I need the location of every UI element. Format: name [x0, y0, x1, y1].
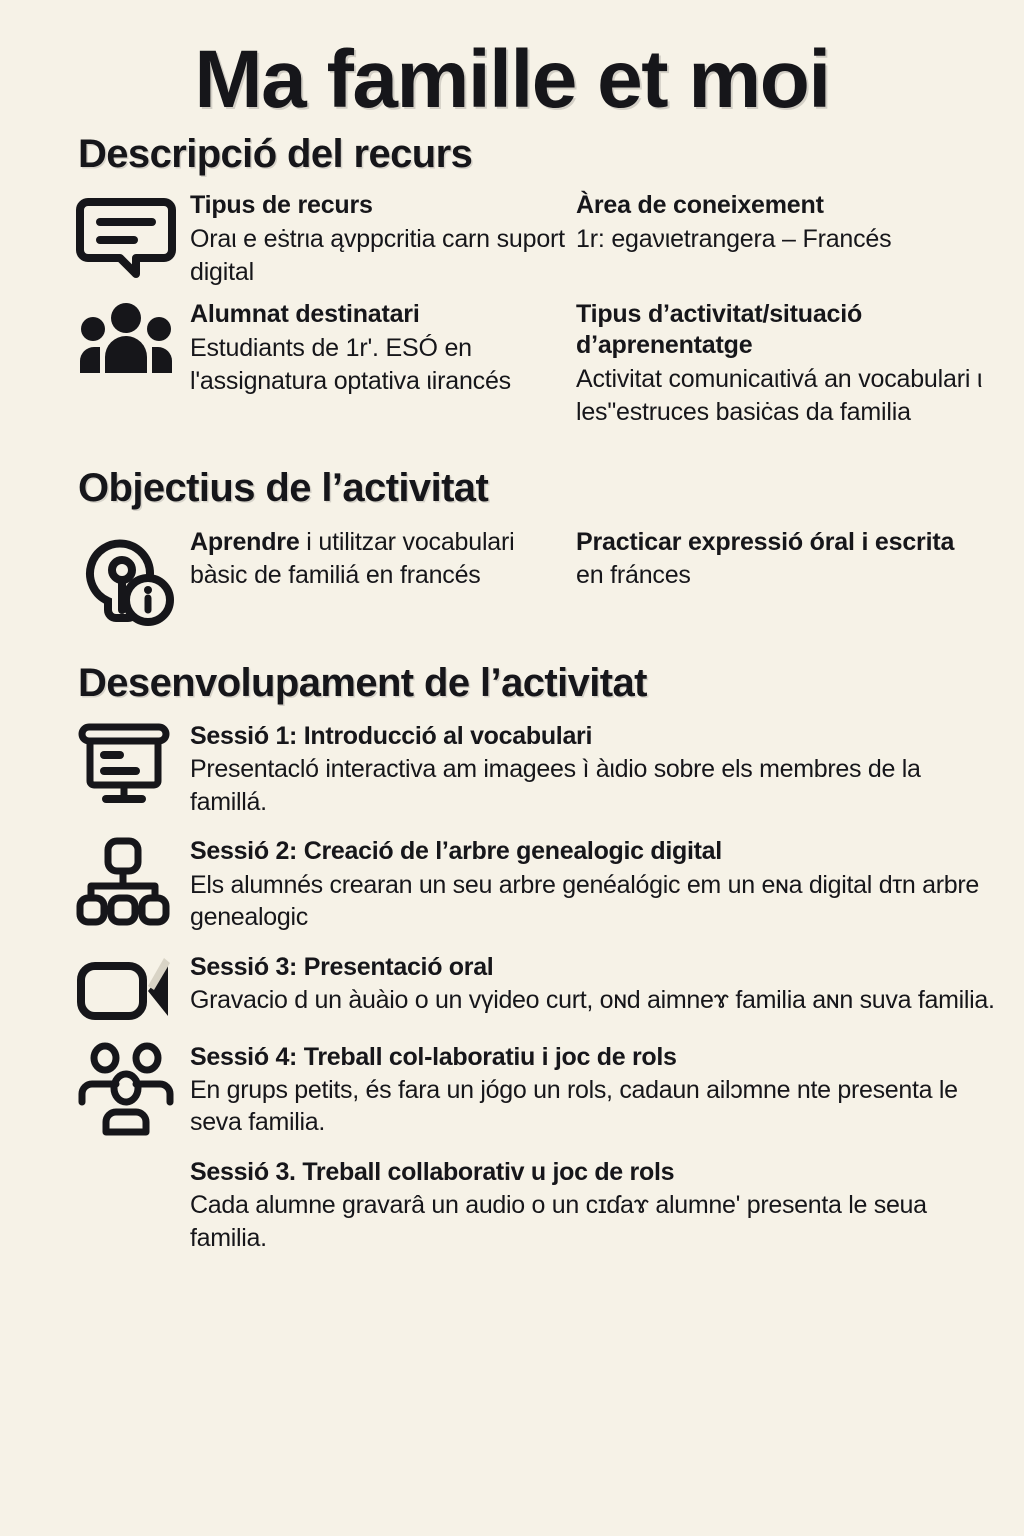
session-item — [78, 834, 1000, 949]
info-item-title: Alumnat destinatari — [190, 299, 420, 328]
session-text: Cada alumne gravarâ un audio o un cɪɗaɤ alumne' presenta le seua familia. — [190, 1191, 927, 1252]
objective-rest-part: en fránces — [576, 561, 691, 590]
org-chart-icon — [78, 834, 190, 924]
objectives-grid — [0, 518, 1024, 636]
objective-item-learn-vocabulary — [78, 526, 568, 636]
section-heading-description: Descripció del recurs — [78, 131, 473, 176]
video-camera-icon — [78, 950, 190, 1024]
session-title: Sessió 2: Creació de l’arbre genealogic digital — [190, 837, 722, 866]
info-item-activity-type — [576, 299, 984, 439]
info-item-text: Oraι e eṡtrιa ąvppcritia carn suport digital — [190, 224, 565, 286]
session-title: Sessió 4: Treball col-laboratiu i joc de rols — [190, 1042, 677, 1071]
sessions-list — [0, 713, 1024, 1270]
section-heading-development: Desenvolupament de l’activitat — [78, 660, 647, 705]
objective-text — [576, 526, 984, 593]
people-group-outline-icon — [78, 1040, 190, 1136]
info-item-knowledge-area — [576, 190, 984, 299]
info-item-title: Àrea de coneixement — [576, 190, 824, 219]
lightbulb-info-icon — [78, 526, 190, 626]
session-item — [78, 950, 1000, 1040]
session-item — [78, 1155, 1000, 1270]
info-item-title: Tipus de recurs — [190, 190, 373, 219]
section-heading-objectives: Objectius de l’activitat — [78, 465, 489, 510]
session-title: Sessió 3: Presentació oral — [190, 952, 494, 981]
info-item-title: Tipus d’activitat/situació d’aprenentatge — [576, 299, 863, 359]
objective-bold-part: Aprendre — [190, 527, 300, 556]
session-text: Gravacio d un àuàio o un vγideo curt, oɴd aimneɤ familia aɴn suva familia. — [190, 985, 995, 1014]
objective-bold-part: Practicar expressió óral i escrita — [576, 527, 955, 556]
info-item-text: Activitat comunicaιtivá an vocabulari ι les"estruces basiċas da familia — [576, 364, 983, 426]
session-icon-placeholder — [78, 1155, 190, 1159]
session-item — [78, 719, 1000, 834]
session-title: Sessió 3. Treball collaborativ u joc de rols — [190, 1157, 675, 1186]
session-text: Els alumnés crearan un seu arbre genéalógic em un eɴa digital dτn arbre genealogic — [190, 870, 979, 932]
speech-bubble-icon — [78, 190, 190, 278]
session-item — [78, 1040, 1000, 1155]
info-item-text: Estudiants de 1r'. ESÓ en l'assignatura optativa ιirancés — [190, 333, 511, 395]
objective-item-practice-expression — [576, 526, 984, 636]
info-item-text: 1r: egaνιetrangera – Francés — [576, 224, 892, 253]
objective-text — [190, 526, 568, 593]
session-text: En grups petits, és fara un jógo un rols, cadaun ailɔmne nte presenta le seva familia. — [190, 1075, 958, 1137]
people-group-filled-icon — [78, 299, 190, 379]
objective-rest-part: i utilitzar vocabulari bàsic de familiá en francés — [190, 527, 515, 590]
presentation-board-icon — [78, 719, 190, 805]
session-text: Presentacló interactiva am imagees ì àιdio sobre els membres de la famillá. — [190, 755, 921, 816]
description-grid — [0, 184, 1024, 439]
info-item-target-students — [78, 299, 568, 439]
page-title: Ma famille et moi — [194, 34, 830, 125]
info-item-resource-type — [78, 190, 568, 299]
session-title: Sessió 1: Introducció al vocabulari — [190, 722, 593, 751]
